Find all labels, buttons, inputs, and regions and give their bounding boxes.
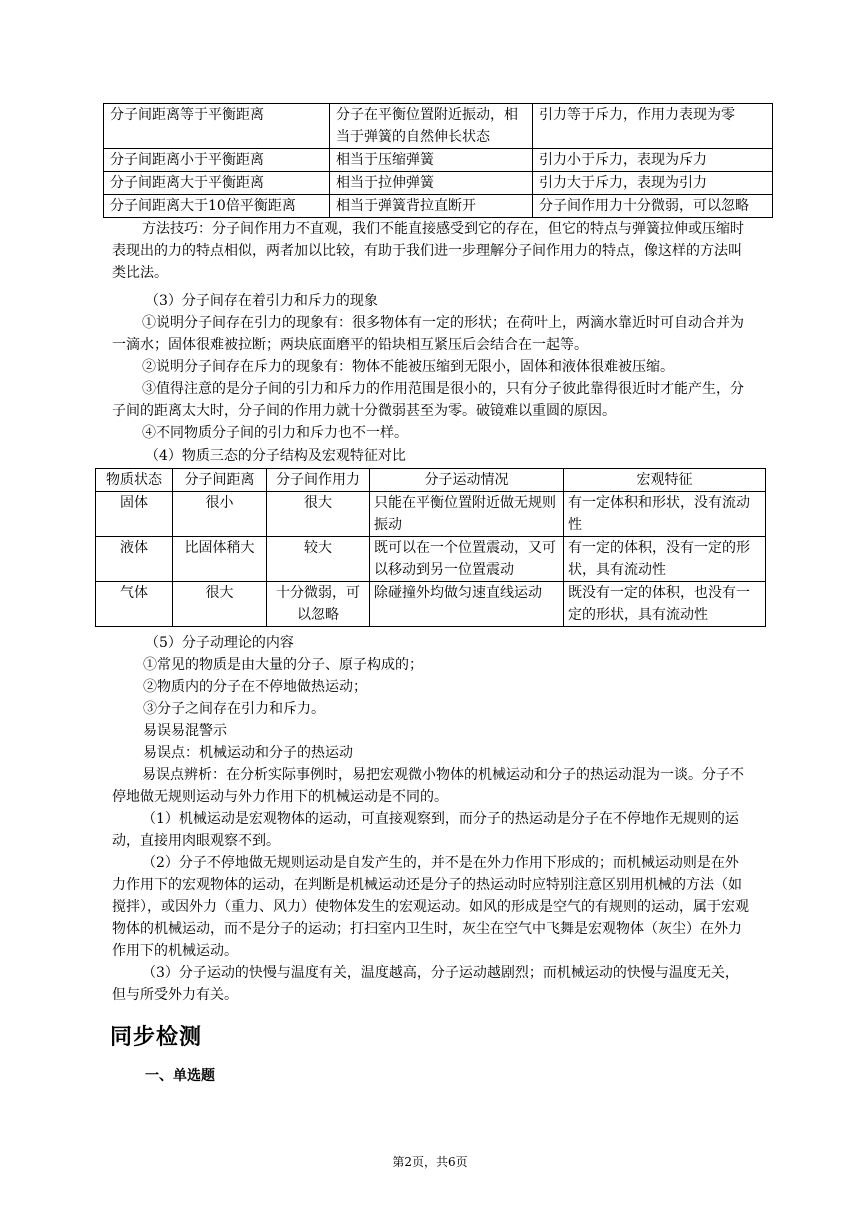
table-header-row bbox=[96, 469, 766, 492]
table-cell: 既可以在一个位置震动，又可以移动到另一位置震动 bbox=[370, 537, 564, 582]
table-cell: 很大 bbox=[267, 492, 370, 537]
warning-point: 易误点：机械运动和分子的热运动 bbox=[143, 745, 353, 761]
attraction-evidence-paragraph: ①说明分子间存在引力的现象有：很多物体有一定的形状；在荷叶上，两滴水靠近时可自动合并为一滴水；固体很难被拉断；两块底面磨平的铅块相互紧压后会结合在一起等。 bbox=[112, 315, 744, 353]
table-cell: 固体 bbox=[96, 492, 173, 537]
table-cell: 分子间距离大于10倍平衡距离 bbox=[104, 195, 330, 218]
table-cell: 相当于压缩弹簧 bbox=[330, 149, 533, 172]
table-cell: 既没有一定的体积，也没有一定的形状，具有流动性 bbox=[564, 582, 766, 627]
table-cell: 除碰撞外均做匀速直线运动 bbox=[370, 582, 564, 627]
theory-item: ③分子之间存在引力和斥力。 bbox=[143, 701, 325, 717]
section-heading: 同步检测 bbox=[110, 1025, 203, 1050]
table-row bbox=[96, 582, 766, 627]
difference-paragraph: （1）机械运动是宏观物体的运动，可直接观察到，而分子的热运动是分子在不停地作无规则的运动，直接用肉眼观察不到。 bbox=[112, 811, 739, 849]
section-5-title: （5）分子动理论的内容 bbox=[145, 635, 294, 651]
table-cell: 相当于弹簧背拉直断开 bbox=[330, 195, 533, 218]
table-row bbox=[104, 195, 773, 218]
column-header: 分子运动情况 bbox=[370, 469, 564, 492]
table-cell: 有一定的体积，没有一定的形状，具有流动性 bbox=[564, 537, 766, 582]
table-row bbox=[96, 492, 766, 537]
table-cell: 引力等于斥力，作用力表现为零 bbox=[533, 104, 773, 149]
table-cell: 较大 bbox=[267, 537, 370, 582]
table-cell: 很大 bbox=[173, 582, 267, 627]
table-cell: 很小 bbox=[173, 492, 267, 537]
column-header: 分子间距离 bbox=[173, 469, 267, 492]
table-row bbox=[96, 537, 766, 582]
column-header: 宏观特征 bbox=[564, 469, 766, 492]
table-cell: 引力大于斥力，表现为引力 bbox=[533, 172, 773, 195]
column-header: 分子间作用力 bbox=[267, 469, 370, 492]
table-cell: 分子间作用力十分微弱，可以忽略 bbox=[533, 195, 773, 218]
repulsion-evidence-paragraph: ②说明分子间存在斥力的现象有：物体不能被压缩到无限小，固体和液体很难被压缩。 bbox=[142, 359, 674, 375]
table-row bbox=[104, 172, 773, 195]
column-header: 物质状态 bbox=[96, 469, 173, 492]
theory-item: ②物质内的分子在不停地做热运动； bbox=[143, 679, 367, 695]
table-cell: 引力小于斥力，表现为斥力 bbox=[533, 149, 773, 172]
table-cell: 十分微弱，可以忽略 bbox=[267, 582, 370, 627]
intermolecular-force-table bbox=[103, 103, 773, 218]
table-cell: 分子间距离小于平衡距离 bbox=[104, 149, 330, 172]
table-row bbox=[104, 149, 773, 172]
warning-analysis-paragraph: 易误点辨析：在分析实际事例时，易把宏观微小物体的机械运动和分子的热运动混为一谈。分子不停地做无规则运动与外力作用下的机械运动是不同的。 bbox=[112, 767, 744, 805]
table-cell: 气体 bbox=[96, 582, 173, 627]
table-cell: 有一定体积和形状，没有流动性 bbox=[564, 492, 766, 537]
warning-title: 易误易混警示 bbox=[143, 723, 227, 739]
table-cell: 分子在平衡位置附近振动，相当于弹簧的自然伸长状态 bbox=[330, 104, 533, 149]
states-of-matter-table bbox=[95, 468, 766, 627]
table-cell: 相当于拉伸弹簧 bbox=[330, 172, 533, 195]
section-4-title: （4）物质三态的分子结构及宏观特征对比 bbox=[145, 448, 406, 464]
section-subheading: 一、单选题 bbox=[145, 1068, 215, 1084]
difference-paragraph: （3）分子运动的快慢与温度有关，温度越高，分子运动越剧烈；而机械运动的快慢与温度无关，但与所受外力有关。 bbox=[112, 965, 739, 1003]
force-difference-paragraph: ④不同物质分子间的引力和斥力也不一样。 bbox=[142, 425, 408, 441]
force-range-paragraph: ③值得注意的是分子间的引力和斥力的作用范围是很小的，只有分子彼此靠得很近时才能产生，分子间的距离太大时，分子间的作用力就十分微弱甚至为零。破镜难以重圆的原因。 bbox=[112, 381, 744, 419]
table-cell: 比固体稍大 bbox=[173, 537, 267, 582]
table-cell: 只能在平衡位置附近做无规则振动 bbox=[370, 492, 564, 537]
method-tip-paragraph: 方法技巧：分子间作用力不直观，我们不能直接感受到它的存在，但它的特点与弹簧拉伸或压缩时表现出的力的特点相似，两者加以比较，有助于我们进一步理解分子间作用力的特点，像这样的方法叫类比法。 bbox=[112, 221, 744, 281]
table-cell: 分子间距离等于平衡距离 bbox=[104, 104, 330, 149]
table-cell: 液体 bbox=[96, 537, 173, 582]
theory-item: ①常见的物质是由大量的分子、原子构成的； bbox=[143, 657, 423, 673]
difference-paragraph: （2）分子不停地做无规则运动是自发产生的，并不是在外力作用下形成的；而机械运动则是在外力作用下的宏观物体的运动，在判断是机械运动还是分子的热运动时应特别注意区别用机械的方法（如搅拌），或因外力（重力、风力）使物体发生的宏观运动。如风的形成是空气的有规则的运动，属于宏观物体的机械运动，而不是分子的运动；打扫室内卫生时，灰尘在空气中飞舞是宏观物体（灰尘）在外力作用下的机械运动。 bbox=[112, 855, 749, 959]
table-cell: 分子间距离大于平衡距离 bbox=[104, 172, 330, 195]
section-3-title: （3）分子间存在着引力和斥力的现象 bbox=[145, 293, 378, 309]
page-footer: 第2页，共6页 bbox=[392, 1155, 468, 1169]
table-row bbox=[104, 104, 773, 149]
